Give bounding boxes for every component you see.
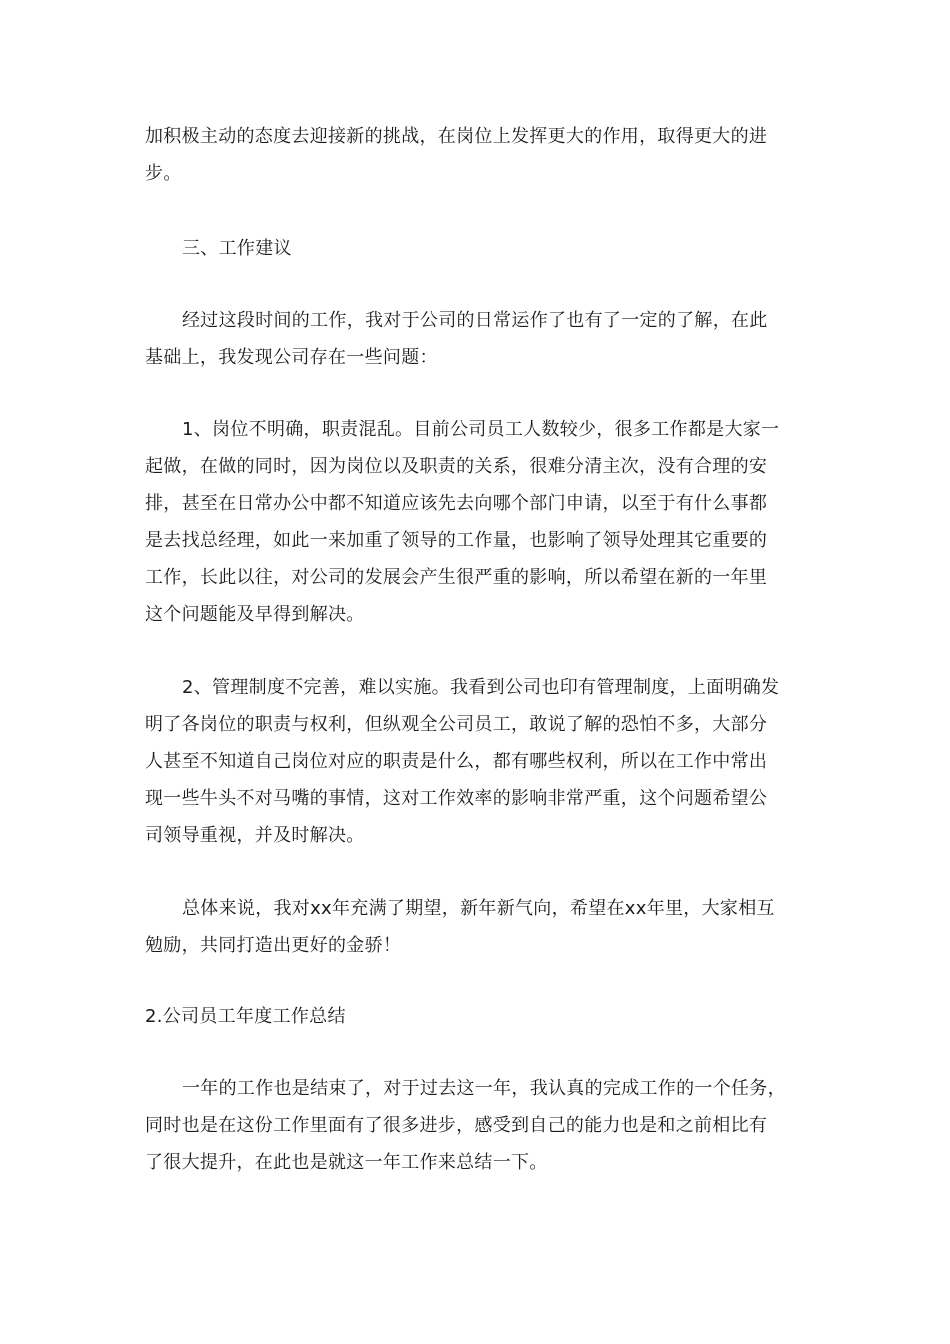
paragraph-intro [145,302,810,376]
text-line: 1、岗位不明确，职责混乱。目前公司员工人数较少，很多工作都是大家一 [182,419,780,440]
text-line: 是去找总经理，如此一来加重了领导的工作量，也影响了领导处理其它重要的 [145,530,768,551]
text-line: 基础上，我发现公司存在一些问题： [145,347,438,368]
section-heading-work-suggestions [145,230,810,267]
paragraph-item-2 [145,669,810,854]
paragraph-summary [145,890,810,964]
paragraph-article2-intro [145,1070,810,1181]
text-line: 勉励，共同打造出更好的金骄！ [145,935,402,956]
paragraph-item-1 [145,411,810,633]
text-line: 现一些牛头不对马嘴的事情，这对工作效率的影响非常严重，这个问题希望公 [145,788,768,809]
paragraph-continuation [145,118,810,192]
heading-text: 2.公司员工年度工作总结 [145,1006,346,1027]
text-line: 2、管理制度不完善，难以实施。我看到公司也印有管理制度，上面明确发 [182,677,780,698]
text-line: 了很大提升，在此也是就这一年工作来总结一下。 [145,1152,548,1173]
text-line: 这个问题能及早得到解决。 [145,604,365,625]
text-line: 工作，长此以往，对公司的发展会产生很严重的影响，所以希望在新的一年里 [145,567,768,588]
text-line: 步。 [145,163,182,184]
heading-text: 三、工作建议 [182,238,292,259]
article-title [145,998,810,1035]
text-line: 经过这段时间的工作，我对于公司的日常运作了也有了一定的了解，在此 [182,310,768,331]
text-line: 一年的工作也是结束了，对于过去这一年，我认真的完成工作的一个任务， [182,1078,786,1099]
text-line: 明了各岗位的职责与权利，但纵观全公司员工，敢说了解的恐怕不多，大部分 [145,714,768,735]
text-line: 加积极主动的态度去迎接新的挑战，在岗位上发挥更大的作用，取得更大的进 [145,126,768,147]
text-line: 总体来说，我对xx年充满了期望，新年新气向，希望在xx年里，大家相互 [182,898,775,919]
text-line: 起做，在做的同时，因为岗位以及职责的关系，很难分清主次，没有合理的安 [145,456,768,477]
text-line: 人甚至不知道自己岗位对应的职责是什么，都有哪些权利，所以在工作中常出 [145,751,768,772]
text-line: 同时也是在这份工作里面有了很多进步，感受到自己的能力也是和之前相比有 [145,1115,768,1136]
text-line: 排，甚至在日常办公中都不知道应该先去向哪个部门申请，以至于有什么事都 [145,493,768,514]
text-line: 司领导重视，并及时解决。 [145,825,365,846]
